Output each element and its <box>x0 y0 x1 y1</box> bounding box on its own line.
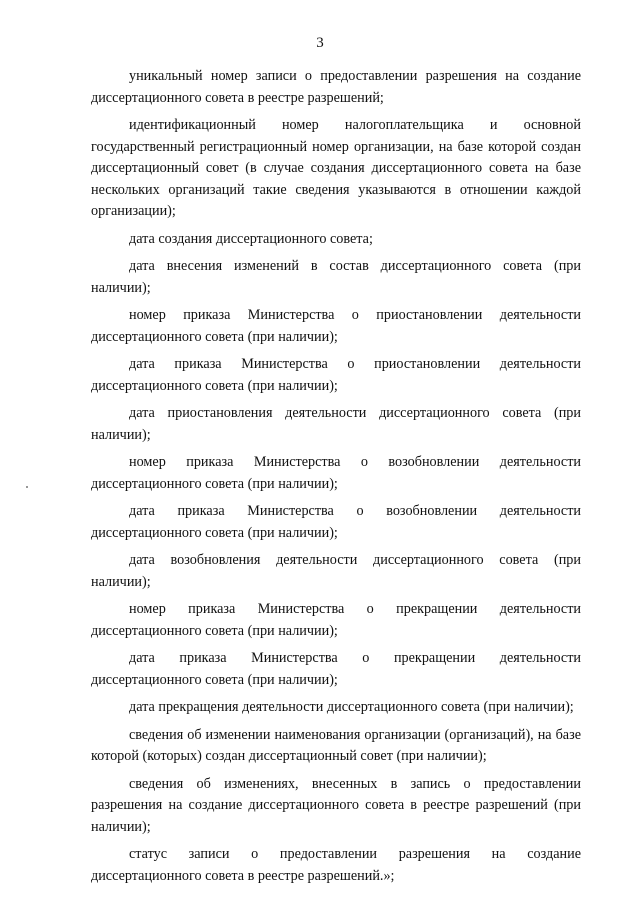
paragraph-suspension-order-number: номер приказа Министерства о приостановлении деятельности диссертационного совета (при наличии); <box>91 307 581 345</box>
scan-speck <box>26 486 28 488</box>
paragraph-suspension-date: дата приостановления деятельности диссертационного совета (при наличии); <box>91 405 581 443</box>
paragraph-resumption-date: дата возобновления деятельности диссертационного совета (при наличии); <box>91 552 581 590</box>
paragraph-record-changes: сведения об изменениях, внесенных в запись о предоставлении разрешения на создание диссертационного совета в реестре разрешений (при наличии); <box>91 775 581 835</box>
paragraph-registry-record-number: уникальный номер записи о предоставлении разрешения на создание диссертационного совета в реестре разрешений; <box>91 68 581 106</box>
paragraph-suspension-order-date: дата приказа Министерства о приостановлении деятельности диссертационного совета (при наличии); <box>91 356 581 394</box>
paragraph-record-status: статус записи о предоставлении разрешения на создание диссертационного совета в реестре разрешений.»; <box>91 846 581 884</box>
paragraph-tax-id-and-registration-number: идентификационный номер налогоплательщика и основной государственный регистрационный номер организации, на базе которой создан диссертационный совет (в случае создания диссертационного совета на базе нескольких организаций такие сведения указываются в отношении каждой организации); <box>91 117 581 219</box>
paragraph-termination-order-number: номер приказа Министерства о прекращении деятельности диссертационного совета (при наличии); <box>91 601 581 639</box>
paragraph-composition-change-date: дата внесения изменений в состав диссертационного совета (при наличии); <box>91 258 581 296</box>
paragraph-termination-date: дата прекращения деятельности диссертационного совета (при наличии); <box>129 699 574 715</box>
paragraph-organization-name-change: сведения об изменении наименования организации (организаций), на базе которой (которых) создан диссертационный совет (при наличии); <box>91 726 581 764</box>
page-number: 3 <box>316 35 324 51</box>
document-body <box>91 66 581 893</box>
paragraph-resumption-order-date: дата приказа Министерства о возобновлении деятельности диссертационного совета (при наличии); <box>91 503 581 541</box>
paragraph-resumption-order-number: номер приказа Министерства о возобновлении деятельности диссертационного совета (при наличии); <box>91 454 581 492</box>
paragraph-creation-date: дата создания диссертационного совета; <box>129 230 373 247</box>
paragraph-termination-order-date: дата приказа Министерства о прекращении деятельности диссертационного совета (при наличии); <box>91 650 581 688</box>
